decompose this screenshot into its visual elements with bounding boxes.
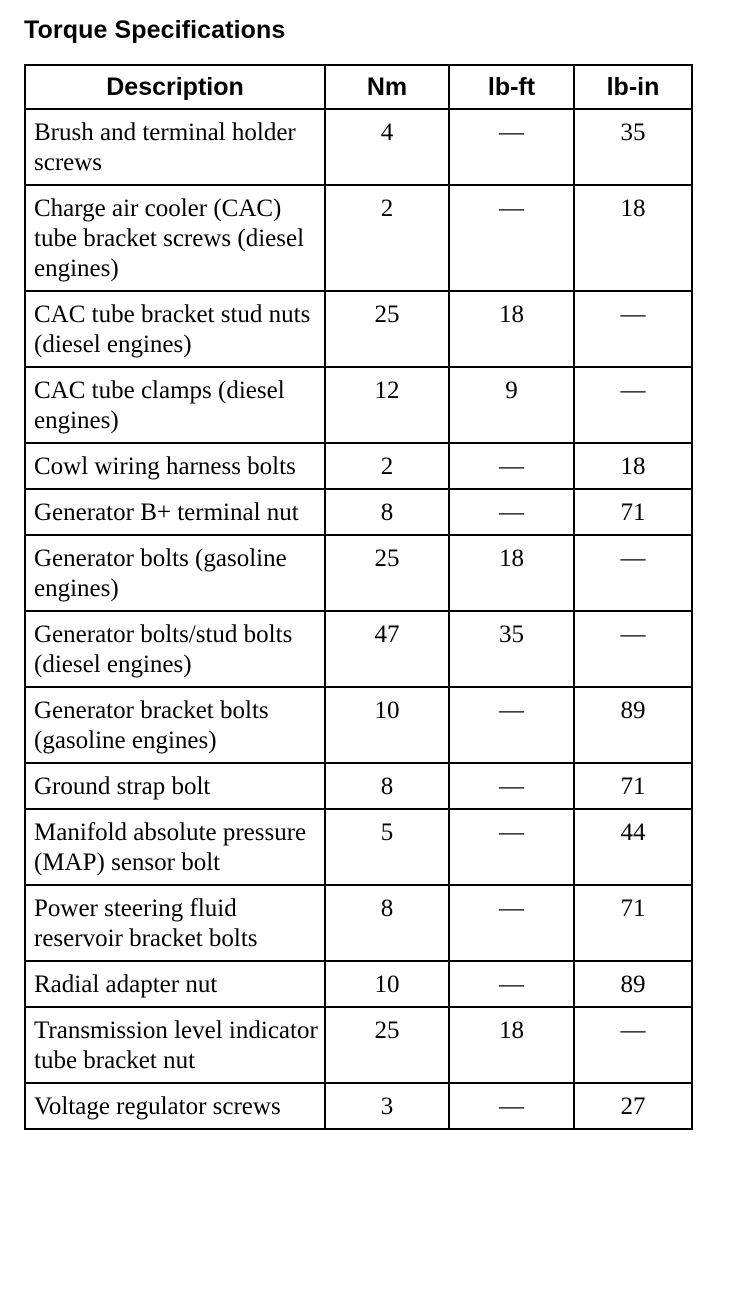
cell-nm: 8 — [325, 489, 449, 535]
cell-description: Cowl wiring harness bolts — [25, 443, 325, 489]
cell-nm: 10 — [325, 687, 449, 763]
cell-nm: 12 — [325, 367, 449, 443]
cell-description: Transmission level indicator tube bracket nut — [25, 1007, 325, 1083]
cell-nm: 3 — [325, 1083, 449, 1129]
table-row — [25, 443, 692, 489]
cell-lb-in: 89 — [574, 687, 692, 763]
cell-lb-in: 71 — [574, 489, 692, 535]
cell-lb-in: 89 — [574, 961, 692, 1007]
cell-description: Ground strap bolt — [25, 763, 325, 809]
cell-lb-ft: — — [449, 185, 574, 291]
cell-lb-in: 18 — [574, 443, 692, 489]
cell-lb-in: 35 — [574, 109, 692, 185]
cell-lb-in: 71 — [574, 885, 692, 961]
cell-lb-ft: — — [449, 763, 574, 809]
cell-nm: 2 — [325, 443, 449, 489]
header-row — [25, 65, 692, 109]
cell-nm: 8 — [325, 763, 449, 809]
cell-description: Manifold absolute pressure (MAP) sensor bolt — [25, 809, 325, 885]
table-row — [25, 809, 692, 885]
cell-nm: 10 — [325, 961, 449, 1007]
cell-lb-ft: — — [449, 1083, 574, 1129]
cell-lb-ft: — — [449, 961, 574, 1007]
cell-lb-ft: — — [449, 687, 574, 763]
table-body — [25, 109, 692, 1129]
column-header-lb-ft: lb-ft — [449, 65, 574, 109]
cell-description: Generator B+ terminal nut — [25, 489, 325, 535]
cell-lb-in: 44 — [574, 809, 692, 885]
table-row — [25, 185, 692, 291]
cell-lb-in: 18 — [574, 185, 692, 291]
table-row — [25, 961, 692, 1007]
table-row — [25, 885, 692, 961]
torque-spec-table — [24, 64, 693, 1130]
table-row — [25, 763, 692, 809]
table-row — [25, 109, 692, 185]
cell-lb-in: — — [574, 291, 692, 367]
cell-lb-ft: — — [449, 489, 574, 535]
cell-description: Generator bolts (gasoline engines) — [25, 535, 325, 611]
cell-nm: 4 — [325, 109, 449, 185]
cell-description: Power steering fluid reservoir bracket bolts — [25, 885, 325, 961]
table-row — [25, 611, 692, 687]
cell-lb-ft: 18 — [449, 1007, 574, 1083]
cell-lb-in: 27 — [574, 1083, 692, 1129]
cell-lb-ft: 9 — [449, 367, 574, 443]
cell-nm: 47 — [325, 611, 449, 687]
cell-description: Generator bolts/stud bolts (diesel engines) — [25, 611, 325, 687]
cell-lb-in: 71 — [574, 763, 692, 809]
table-row — [25, 535, 692, 611]
cell-nm: 25 — [325, 1007, 449, 1083]
table-row — [25, 1007, 692, 1083]
cell-description: Generator bracket bolts (gasoline engines) — [25, 687, 325, 763]
cell-description: Radial adapter nut — [25, 961, 325, 1007]
table-row — [25, 687, 692, 763]
cell-lb-ft: — — [449, 885, 574, 961]
column-header-description: Description — [25, 65, 325, 109]
cell-lb-ft: 35 — [449, 611, 574, 687]
cell-lb-ft: — — [449, 109, 574, 185]
cell-lb-ft: — — [449, 443, 574, 489]
cell-nm: 25 — [325, 535, 449, 611]
cell-nm: 2 — [325, 185, 449, 291]
cell-lb-ft: 18 — [449, 535, 574, 611]
cell-lb-in: — — [574, 535, 692, 611]
cell-lb-in: — — [574, 1007, 692, 1083]
cell-lb-in: — — [574, 611, 692, 687]
table-header — [25, 65, 692, 109]
cell-lb-in: — — [574, 367, 692, 443]
table-row — [25, 489, 692, 535]
page-title: Torque Specifications — [24, 16, 286, 44]
cell-description: Voltage regulator screws — [25, 1083, 325, 1129]
column-header-lb-in: lb-in — [574, 65, 692, 109]
cell-lb-ft: — — [449, 809, 574, 885]
cell-nm: 5 — [325, 809, 449, 885]
column-header-nm: Nm — [325, 65, 449, 109]
table-row — [25, 1083, 692, 1129]
cell-description: Charge air cooler (CAC) tube bracket screws (diesel engines) — [25, 185, 325, 291]
cell-lb-ft: 18 — [449, 291, 574, 367]
cell-nm: 8 — [325, 885, 449, 961]
cell-description: CAC tube bracket stud nuts (diesel engines) — [25, 291, 325, 367]
table-row — [25, 367, 692, 443]
cell-description: Brush and terminal holder screws — [25, 109, 325, 185]
table-row — [25, 291, 692, 367]
cell-nm: 25 — [325, 291, 449, 367]
cell-description: CAC tube clamps (diesel engines) — [25, 367, 325, 443]
